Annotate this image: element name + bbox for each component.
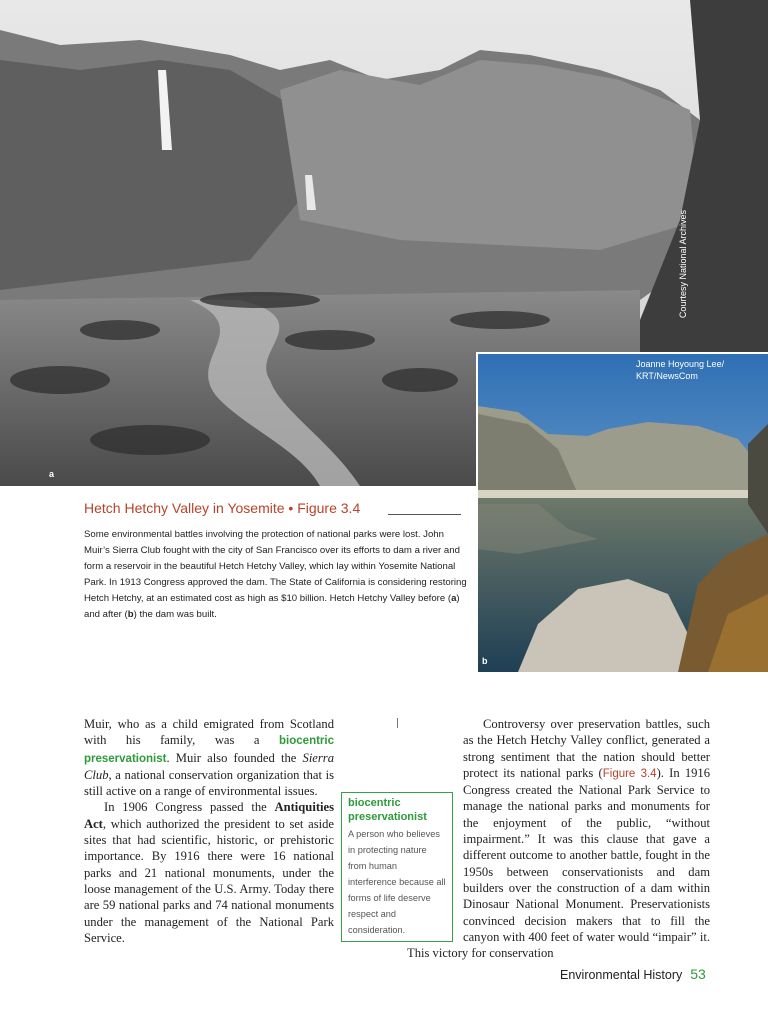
- photo-a-label: a: [49, 469, 55, 479]
- photo-b-credit: Joanne Hoyoung Lee/ KRT/NewsCom: [636, 359, 725, 381]
- figure-reference-link[interactable]: Figure 3.4: [602, 767, 657, 780]
- paragraph: Controversy over preservation battles, such as the Hetch Hetchy Valley conflict, generated a strong sentiment that the nation should better protect its national parks (Figure 3.4). In 1916 Congress created the National Park Service to manage the national parks and monuments for the enjoyment of the public, “without impairment.” It was this clause that gave a different outcome to another battle, fought in the 1950s between conservationists and dam builders over the construction of a dam within Dinosaur National Monument. Preservationists convinced decision makers that to fill the canyon with 400 feet of water would “impair” it. This victory for conservation: [407, 717, 711, 961]
- page-footer: [560, 966, 706, 982]
- section-title: Environmental History: [560, 968, 683, 982]
- photo-b-label: b: [482, 656, 488, 666]
- glossary-box: [341, 792, 453, 942]
- figure-caption: Some environmental battles involving the protection of national parks were lost. John Muir’s Sierra Club fought with the city of San Francisco over its efforts to dam a river and form a reservoir in the beautiful Hetch Hetchy Valley, which lay within Yosemite National Park. In 1913 Congress approved the dam. The State of California is considering restoring Hetch Hetchy, at an estimated cost as high as $10 billion. Hetch Hetchy Valley before (a) and after (b) the dam was built.: [84, 529, 467, 620]
- glossary-term: biocentric preservationist: [348, 797, 427, 823]
- column-divider: [397, 718, 398, 728]
- paragraph: In 1906 Congress passed the Antiquities Act, which authorized the president to set aside sites that had scientific, historic, or prehistoric importance. By 1916 there were 16 national parks and 21 national monuments, under the loose management of the U.S. Army. Today there are 59 national parks and 74 national monuments under the management of the National Park Service.: [84, 800, 334, 945]
- photo-a-credit: Courtesy National Archives: [678, 210, 688, 319]
- page-number: 53: [690, 966, 706, 982]
- photo-hetch-hetchy-after: [476, 352, 768, 672]
- figure-title-rule: [388, 514, 461, 515]
- key-term: biocentric preservationist: [84, 735, 334, 765]
- glossary-definition: A person who believes in protecting nature from human interference because all forms of life deserve respect and consideration.: [348, 829, 446, 935]
- figure-title: Hetch Hetchy Valley in Yosemite • Figure 3.4: [84, 500, 361, 516]
- paragraph: Muir, who as a child emigrated from Scotland with his family, was a biocentric preservationist. Muir also founded the Sierra Club, a national conservation organization that is still active on a range of environmental issues.: [84, 717, 334, 799]
